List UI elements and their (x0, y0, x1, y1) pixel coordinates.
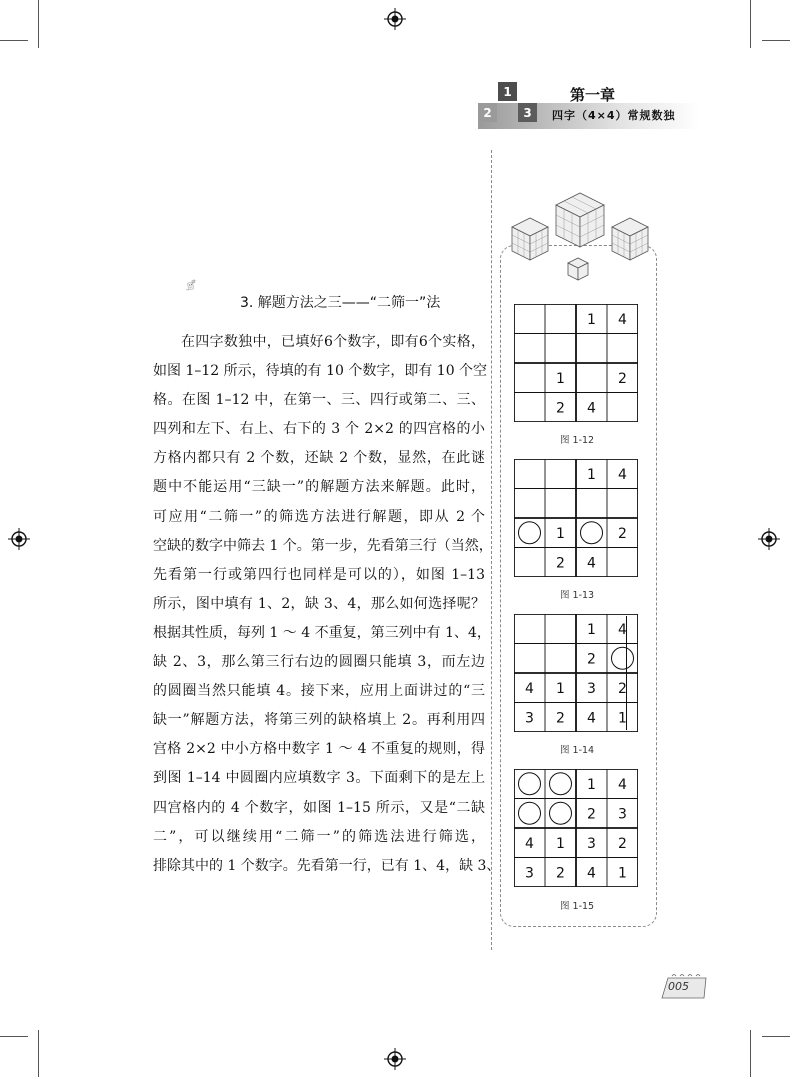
figure-caption: 图 1-12 (560, 435, 595, 446)
cell-value: 4 (525, 835, 534, 852)
cell-value: 2 (556, 710, 565, 727)
body-line: 二”，可以继续用“二筛一”的筛选法进行筛选， (153, 828, 485, 845)
sudoku-grid-fig-1-12 (514, 304, 638, 422)
chapter-title: 第一章 (570, 86, 616, 104)
body-line: 的圆圈当然只能填 4。接下来，应用上面讲过的“三 (153, 683, 485, 700)
candidate-circle (550, 773, 572, 795)
body-line: 到图 1–14 中圆圈内应填数字 3。下面剩下的是左上 (153, 770, 485, 787)
cell-value: 1 (618, 865, 627, 882)
registration-mark-icon (758, 528, 780, 550)
body-line: 缺 2、3，那么第三行右边的圆圈只能填 3，而左边 (153, 654, 485, 671)
crop-mark (0, 1036, 28, 1037)
cell-value: 2 (587, 806, 596, 823)
body-line: 题中不能运用“三缺一”的解题方法来解题。此时， (153, 479, 485, 496)
cell-value: 1 (556, 525, 565, 542)
cell-value: 2 (618, 525, 627, 542)
cell-value: 1 (587, 466, 596, 483)
figure-caption: 图 1-14 (560, 745, 595, 756)
registration-mark-icon (384, 1048, 406, 1070)
section-title: 3. 解题方法之三——“二筛一”法 (240, 295, 441, 311)
cell-value: 4 (618, 311, 627, 328)
body-text (153, 328, 501, 881)
body-line: 如图 1–12 所示，待填的有 10 个数字，即有 10 个空 (153, 363, 488, 380)
cell-value: 1 (556, 370, 565, 387)
body-line: 缺一”解题方法，将第三列的缺格填上 2。再利用四 (153, 712, 485, 729)
sudoku-grid-fig-1-14 (514, 614, 638, 732)
cell-value: 2 (618, 835, 627, 852)
sudoku-grid-fig-1-13 (514, 459, 638, 577)
body-line: 四宫格内的 4 个数字，如图 1–15 所示，又是“二缺 (153, 799, 485, 816)
candidate-circle (550, 802, 572, 824)
candidate-circle (519, 773, 541, 795)
cell-value: 4 (618, 621, 627, 638)
body-line: 可应用“二筛一”的筛选方法进行解题，即从 2 个 (153, 508, 485, 525)
block-1: 1 (498, 82, 517, 101)
cell-value: 1 (556, 835, 565, 852)
cell-value: 2 (618, 680, 627, 697)
cell-value: 3 (525, 710, 534, 727)
cell-value: 4 (587, 710, 596, 727)
body-line: 所示，图中填有 1、2，缺 3、4，那么如何选择呢？ (153, 595, 485, 612)
cell-value: 4 (587, 555, 596, 572)
sudoku-grid-fig-1-15 (514, 769, 638, 887)
cell-value: 1 (587, 621, 596, 638)
cell-value: 2 (556, 555, 565, 572)
cell-value: 1 (587, 311, 596, 328)
block-3: 3 (518, 103, 537, 122)
body-line: 在四字数独中，已填好6个数字，即有6个实格， (181, 334, 485, 350)
crop-mark (750, 1030, 751, 1077)
cell-value: 1 (618, 710, 627, 727)
cell-value: 3 (587, 835, 596, 852)
candidate-circle (519, 802, 541, 824)
candidate-circle (612, 647, 634, 669)
body-line: 宫格 2×2 中小方格中数字 1 ～ 4 不重复的规则，得 (153, 741, 485, 758)
block-2: 2 (478, 103, 497, 122)
cell-value: 3 (525, 865, 534, 882)
crop-mark (38, 1030, 39, 1077)
sudoku-cubes-icon (508, 185, 653, 285)
crop-mark (38, 0, 39, 48)
cell-value: 4 (525, 680, 534, 697)
registration-mark-icon (8, 528, 30, 550)
body-line: 空缺的数字中筛去 1 个。第一步，先看第三行（当然， (153, 537, 493, 554)
candidate-circle (581, 522, 603, 544)
page-number: 005 (668, 980, 689, 993)
figure-caption: 图 1-13 (560, 590, 595, 601)
cell-value: 1 (587, 776, 596, 793)
crop-mark (0, 40, 28, 41)
body-line: 四列和左下、右上、右下的 3 个 2×2 的四宫格的小 (153, 421, 485, 438)
cell-value: 2 (587, 651, 596, 668)
cell-value: 4 (618, 466, 627, 483)
cell-value: 3 (587, 680, 596, 697)
registration-mark-icon (384, 8, 406, 30)
body-line: 格。在图 1–12 中，在第一、三、四行或第二、三、 (153, 392, 485, 409)
body-line: 根据其性质，每列 1 ～ 4 不重复，第三列中有 1、4， (153, 624, 491, 641)
cell-value: 4 (618, 776, 627, 793)
crop-mark (750, 0, 751, 48)
figure-caption: 图 1-15 (560, 901, 595, 912)
body-line: 排除其中的 1 个数字。先看第一行，已有 1、4，缺 3、 (153, 857, 501, 874)
cell-value: 3 (618, 806, 627, 823)
cell-value: 4 (587, 400, 596, 417)
candidate-circle (519, 522, 541, 544)
cell-value: 1 (556, 680, 565, 697)
body-line: 方格内都只有 2 个数，还缺 2 个数，显然，在此谜 (153, 450, 485, 467)
cell-value: 4 (587, 865, 596, 882)
cell-value: 2 (556, 865, 565, 882)
pencil-mascot-icon (186, 255, 246, 315)
crop-mark (762, 40, 790, 41)
chapter-blocks-logo (478, 82, 538, 128)
chapter-subtitle: 四字（4×4）常规数独 (552, 109, 676, 122)
cell-value: 2 (618, 370, 627, 387)
body-line: 先看第一行或第四行也同样是可以的），如图 1–13 (153, 566, 485, 583)
crop-mark (762, 1036, 790, 1037)
cell-value: 2 (556, 400, 565, 417)
